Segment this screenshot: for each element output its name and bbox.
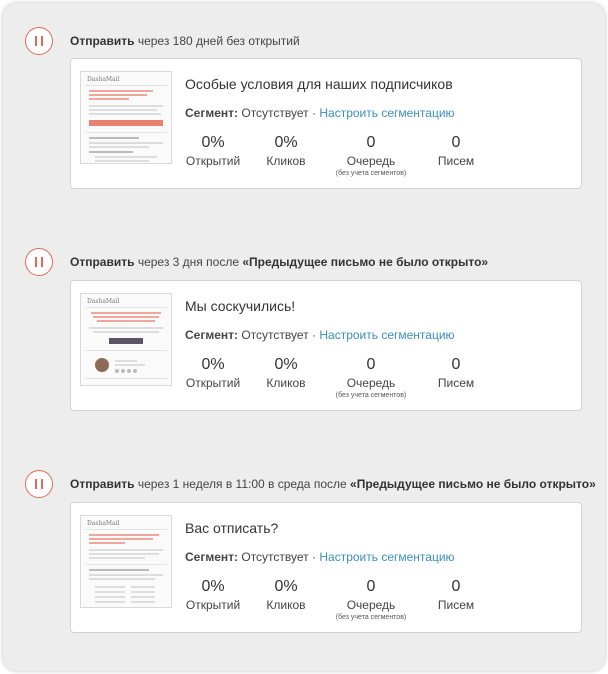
segment-separator: · [312, 550, 317, 564]
opened-value: 0% [201, 578, 225, 595]
stat-letters [431, 133, 481, 169]
segment-value: Отсутствует [241, 328, 309, 342]
email-card-1[interactable] [70, 58, 582, 189]
segment-separator: · [312, 106, 317, 120]
email-subject[interactable]: Мы соскучились! [185, 298, 296, 314]
letters-label: Писем [437, 376, 475, 390]
schedule-text: через 3 дня после [137, 255, 239, 269]
segment-row [185, 550, 455, 564]
configure-segmentation-link[interactable]: Настроить сегментацию [319, 550, 455, 564]
queue-note: (без учета сегментов) [335, 170, 407, 177]
pause-icon[interactable] [25, 27, 53, 55]
stat-opened [185, 355, 241, 391]
email-subject[interactable]: Особые условия для наших подписчиков [185, 76, 453, 92]
letters-label: Писем [437, 598, 475, 612]
step-2-schedule [70, 255, 488, 269]
clicks-label: Кликов [266, 154, 306, 168]
thumbnail-logo: DashaMail [87, 298, 120, 305]
queue-value: 0 [366, 356, 376, 373]
queue-value: 0 [366, 578, 376, 595]
send-label: Отправить [70, 477, 135, 491]
letters-value: 0 [451, 356, 461, 373]
automation-panel [3, 3, 605, 671]
segment-label: Сегмент: [185, 550, 239, 564]
segment-row [185, 106, 455, 120]
stat-opened [185, 577, 241, 613]
email-subject[interactable]: Вас отписать? [185, 520, 279, 536]
queue-note: (без учета сегментов) [335, 614, 407, 621]
stat-opened [185, 133, 241, 169]
queue-label: Очередь [346, 154, 396, 168]
opened-label: Открытий [185, 598, 241, 612]
stat-letters [431, 577, 481, 613]
queue-value: 0 [366, 134, 376, 151]
opened-label: Открытий [185, 376, 241, 390]
clicks-value: 0% [274, 578, 298, 595]
configure-segmentation-link[interactable]: Настроить сегментацию [319, 106, 455, 120]
trigger-condition: «Предыдущее письмо не было открыто» [242, 255, 489, 269]
stat-clicks [261, 577, 311, 613]
letters-value: 0 [451, 134, 461, 151]
email-card-2[interactable] [70, 280, 582, 411]
schedule-text: через 180 дней без открытий [137, 34, 300, 48]
step-3-schedule [70, 477, 596, 491]
clicks-label: Кликов [266, 376, 306, 390]
email-thumbnail[interactable] [80, 71, 172, 164]
step-1-header [25, 26, 300, 56]
stat-queue [326, 577, 416, 623]
opened-label: Открытий [185, 154, 241, 168]
stat-queue [326, 355, 416, 401]
segment-row [185, 328, 455, 342]
schedule-text: через 1 неделя в 11:00 в среда после [137, 477, 347, 491]
thumbnail-logo: DashaMail [87, 520, 120, 527]
letters-value: 0 [451, 578, 461, 595]
pause-icon[interactable] [25, 470, 53, 498]
queue-label: Очередь [346, 598, 396, 612]
stat-queue [326, 133, 416, 179]
segment-value: Отсутствует [241, 106, 309, 120]
trigger-condition: «Предыдущее письмо не было открыто» [350, 477, 596, 491]
stat-clicks [261, 355, 311, 391]
segment-separator: · [312, 328, 317, 342]
email-card-3[interactable] [70, 502, 582, 633]
configure-segmentation-link[interactable]: Настроить сегментацию [319, 328, 455, 342]
step-2-header [25, 247, 488, 277]
send-label: Отправить [70, 255, 135, 269]
opened-value: 0% [201, 134, 225, 151]
clicks-value: 0% [274, 134, 298, 151]
pause-icon[interactable] [25, 248, 53, 276]
thumbnail-logo: DashaMail [87, 76, 120, 83]
email-thumbnail[interactable] [80, 515, 172, 608]
segment-label: Сегмент: [185, 106, 239, 120]
segment-label: Сегмент: [185, 328, 239, 342]
opened-value: 0% [201, 356, 225, 373]
queue-note: (без учета сегментов) [335, 392, 407, 399]
step-1-schedule [70, 34, 300, 48]
clicks-value: 0% [274, 356, 298, 373]
email-thumbnail[interactable] [80, 293, 172, 386]
letters-label: Писем [437, 154, 475, 168]
send-label: Отправить [70, 34, 135, 48]
stat-clicks [261, 133, 311, 169]
step-3-header [25, 469, 596, 499]
clicks-label: Кликов [266, 598, 306, 612]
segment-value: Отсутствует [241, 550, 309, 564]
stat-letters [431, 355, 481, 391]
queue-label: Очередь [346, 376, 396, 390]
